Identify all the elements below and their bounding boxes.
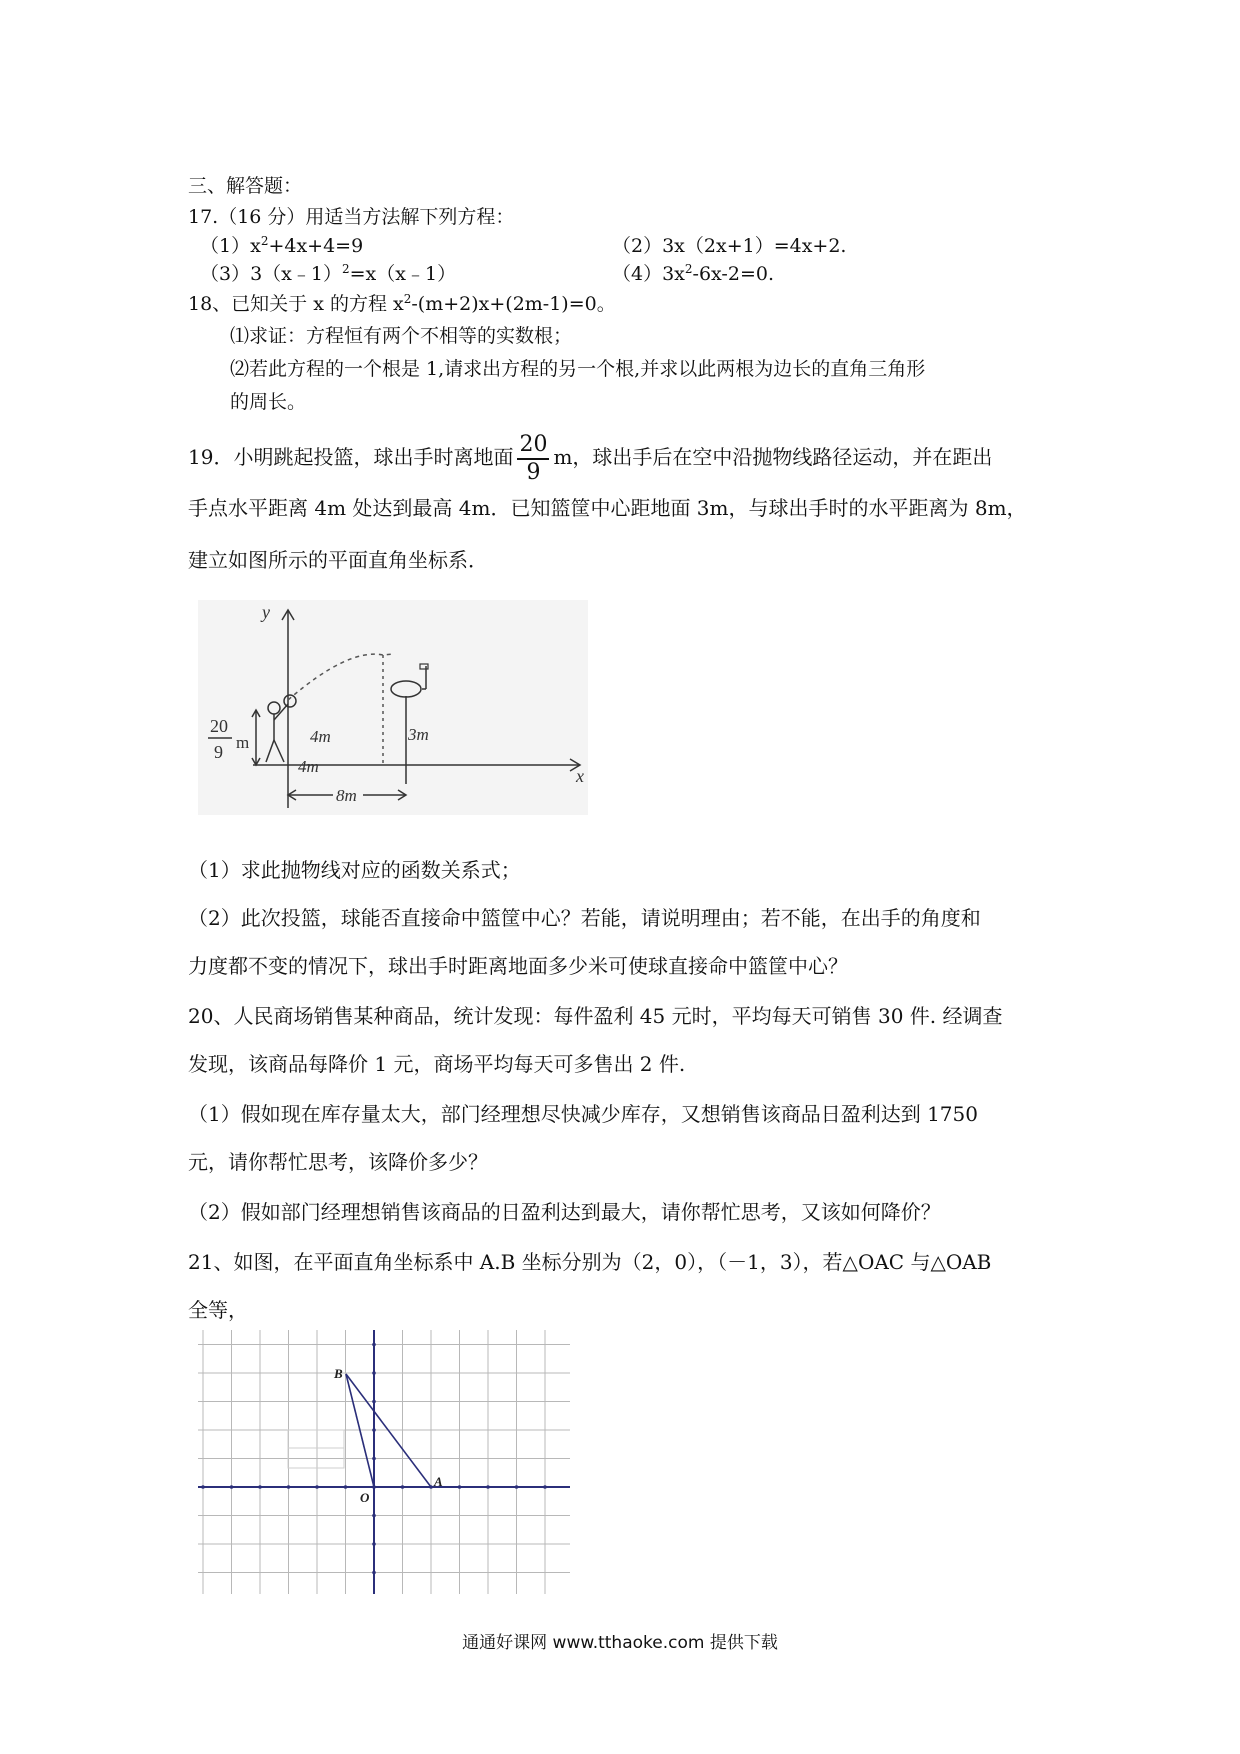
y-axis-tick — [372, 1400, 376, 1404]
x-axis-tick — [258, 1485, 262, 1489]
x-axis-tick — [315, 1485, 319, 1489]
question-20-part-1-line1: （1）假如现在库存量太大，部门经理想尽快减少库存，又想销售该商品日盈利达到 1750 — [188, 1102, 978, 1126]
label-3m: 3m — [408, 725, 429, 744]
y-axis-tick — [372, 1514, 376, 1518]
release-height-denominator: 9 — [214, 742, 223, 762]
question-17-part-3: （3）3（x﹣1）$^2$=x（x﹣1） — [200, 262, 457, 285]
label-O: O — [360, 1490, 370, 1505]
y-axis-tick — [372, 1542, 376, 1546]
x-axis-tick — [543, 1485, 547, 1489]
release-height-unit: m — [236, 733, 250, 752]
question-19-part-2-line2: 力度都不变的情况下，球出手时距离地面多少米可使球直接命中篮筐中心？ — [188, 954, 848, 978]
label-4m-vertical: 4m — [310, 727, 331, 746]
x-axis-tick — [486, 1485, 490, 1489]
question-20-part-1-line2: 元，请你帮忙思考，该降价多少？ — [188, 1150, 488, 1174]
question-20-line1: 20、人民商场销售某种商品，统计发现：每件盈利 45 元时，平均每天可销售 30 件. 经调查 — [188, 1004, 1003, 1028]
question-18-part-2-line1: ⑵若此方程的一个根是 1,请求出方程的另一个根,并求以此两根为边长的直角三角形 — [230, 358, 926, 380]
question-21-line2: 全等， — [188, 1298, 248, 1322]
label-8m: 8m — [336, 786, 357, 805]
x-axis-tick — [230, 1485, 234, 1489]
y-axis-tick — [372, 1343, 376, 1347]
grid-lines — [198, 1330, 570, 1594]
label-4m-horizontal: 4m — [298, 757, 319, 776]
question-19-part-2-line1: （2）此次投篮，球能否直接命中篮筐中心？若能，请说明理由；若不能，在出手的角度和 — [188, 906, 981, 930]
question-20-part-2: （2）假如部门经理想销售该商品的日盈利达到最大，请你帮忙思考，又该如何降价？ — [188, 1200, 941, 1224]
label-A: A — [434, 1474, 443, 1489]
x-axis-tick — [287, 1485, 291, 1489]
y-axis-label: y — [262, 602, 270, 622]
question-17-stem: 17.（16 分）用适当方法解下列方程： — [188, 206, 515, 228]
x-axis-tick — [515, 1485, 519, 1489]
x-axis-tick — [344, 1485, 348, 1489]
y-axis-tick — [372, 1457, 376, 1461]
y-axis-tick — [372, 1371, 376, 1375]
faint-box-upper — [288, 1430, 344, 1448]
x-axis-label: x — [576, 766, 584, 786]
question-18-part-2-line2: 的周长。 — [230, 391, 307, 413]
question-18-part-1: ⑴求证：方程恒有两个不相等的实数根； — [230, 325, 573, 347]
release-height-numerator: 20 — [210, 716, 228, 736]
question-21-line1: 21、如图，在平面直角坐标系中 A.B 坐标分别为（2，0），（－1，3），若△OAC 与△OAB — [188, 1250, 992, 1274]
y-axis-tick — [372, 1428, 376, 1432]
y-axis-tick — [372, 1571, 376, 1575]
x-axis-tick — [458, 1485, 462, 1489]
question-17-part-2: （2）3x（2x+1）=4x+2. — [612, 235, 847, 257]
question-19-line3: 建立如图所示的平面直角坐标系． — [188, 548, 488, 572]
question-19-part-1: （1）求此抛物线对应的函数关系式； — [188, 858, 521, 882]
question-17-part-4: $(4)3x^2-6x-2=0$. — [612, 262, 774, 285]
question-18-stem: 18、已知关于 x 的方程 $x^2-(m+2)x+(2m-1)=0$。 — [188, 292, 616, 315]
x-axis-tick — [401, 1485, 405, 1489]
x-axis-tick — [201, 1485, 205, 1489]
question-20-line2: 发现，该商品每降价 1 元，商场平均每天可多售出 2 件. — [188, 1052, 686, 1076]
figure-background — [198, 600, 588, 815]
fraction-20-over-9: $\frac{20}{9}$ — [519, 431, 548, 485]
section-title: 三、解答题： — [188, 175, 303, 197]
label-B: B — [334, 1366, 343, 1381]
question-19-line1: 19．小明跳起投篮，球出手时离地面 $\frac{20}{9}$ m，球出手后在空中沿抛物线路径运动，并在距出 — [188, 431, 993, 485]
page-footer: 通通好课网 www.tthaoke.com 提供下载 — [462, 1633, 778, 1653]
basketball-figure — [198, 600, 588, 815]
coordinate-grid-figure — [198, 1330, 570, 1594]
question-17-part-1: $(1)x^2+4x+4=9$ — [200, 234, 364, 257]
question-19-line2: 手点水平距离 4m 处达到最高 4m．已知篮筐中心距地面 3m，与球出手时的水平距离为 8m， — [188, 496, 1027, 520]
